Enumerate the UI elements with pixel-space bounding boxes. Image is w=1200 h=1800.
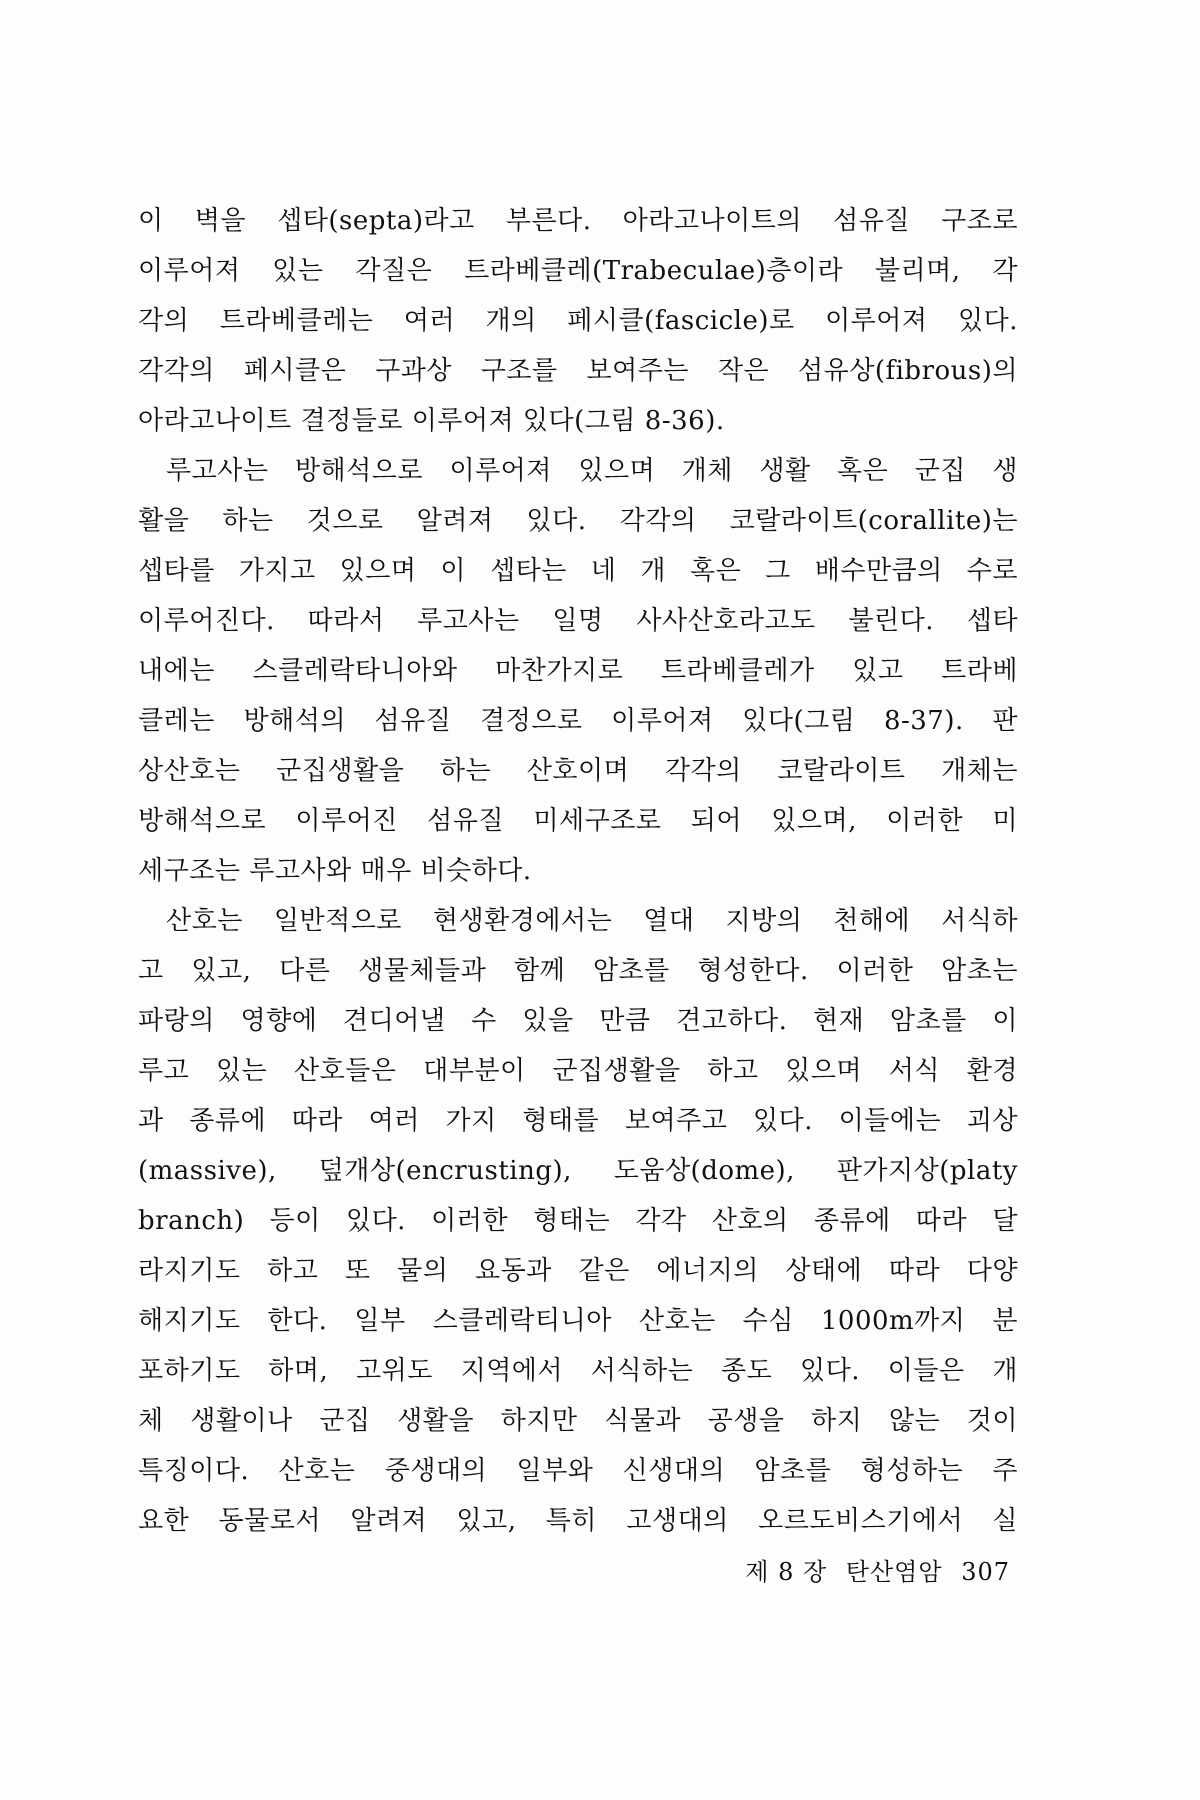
paragraph-1 xyxy=(138,196,1018,446)
text-line: 과 종류에 따라 여러 가지 형태를 보여주고 있다. 이들에는 괴상 xyxy=(138,1106,1018,1136)
text-line: 파랑의 영향에 견디어낼 수 있을 만큼 견고하다. 현재 암초를 이 xyxy=(138,1006,1018,1036)
text-line: 고 있고, 다른 생물체들과 함께 암초를 형성한다. 이러한 암초는 xyxy=(138,956,1018,986)
text-line: (massive), 덮개상(encrusting), 도움상(dome), 판가지상(platy xyxy=(138,1156,1018,1186)
text-line: 이루어져 있는 각질은 트라베클레(Trabeculae)층이라 불리며, 각 xyxy=(138,256,1018,286)
text-line: 내에는 스클레락타니아와 마찬가지로 트라베클레가 있고 트라베 xyxy=(138,656,1018,686)
body-text xyxy=(138,196,1018,1546)
text-line: 셉타를 가지고 있으며 이 셉타는 네 개 혹은 그 배수만큼의 수로 xyxy=(138,556,1018,586)
text-line: 방해석으로 이루어진 섬유질 미세구조로 되어 있으며, 이러한 미 xyxy=(138,806,1018,836)
text-line: 특징이다. 산호는 중생대의 일부와 신생대의 암초를 형성하는 주 xyxy=(138,1456,1018,1486)
text-line: 산호는 일반적으로 현생환경에서는 열대 지방의 천해에 서식하 xyxy=(166,906,1018,936)
text-line: 이 벽을 셉타(septa)라고 부른다. 아라고나이트의 섬유질 구조로 xyxy=(138,206,1018,236)
text-line: 해지기도 한다. 일부 스클레락티니아 산호는 수심 1000m까지 분 xyxy=(138,1306,1018,1336)
chapter-label: 제 8 장 xyxy=(745,1558,828,1586)
text-line: 루고사는 방해석으로 이루어져 있으며 개체 생활 혹은 군집 생 xyxy=(166,456,1018,486)
text-line: 요한 동물로서 알려져 있고, 특히 고생대의 오르도비스기에서 실 xyxy=(138,1506,1018,1536)
text-line: 클레는 방해석의 섬유질 결정으로 이루어져 있다(그림 8-37). 판 xyxy=(138,706,1018,736)
text-line: 루고 있는 산호들은 대부분이 군집생활을 하고 있으며 서식 환경 xyxy=(138,1056,1018,1086)
text-line: 활을 하는 것으로 알려져 있다. 각각의 코랄라이트(corallite)는 xyxy=(138,506,1018,536)
text-line: 상산호는 군집생활을 하는 산호이며 각각의 코랄라이트 개체는 xyxy=(138,756,1018,786)
chapter-title: 탄산염암 xyxy=(845,1558,943,1586)
text-line: 포하기도 하며, 고위도 지역에서 서식하는 종도 있다. 이들은 개 xyxy=(138,1356,1018,1386)
text-line: 세구조는 루고사와 매우 비슷하다. xyxy=(138,856,532,886)
text-line: 체 생활이나 군집 생활을 하지만 식물과 공생을 하지 않는 것이 xyxy=(138,1406,1018,1436)
text-line: 이루어진다. 따라서 루고사는 일명 사사산호라고도 불린다. 셉타 xyxy=(138,606,1018,636)
paragraph-3 xyxy=(138,896,1018,1546)
text-line: 각각의 페시클은 구과상 구조를 보여주는 작은 섬유상(fibrous)의 xyxy=(138,356,1018,386)
page-number: 307 xyxy=(961,1558,1010,1586)
text-line: 라지기도 하고 또 물의 요동과 같은 에너지의 상태에 따라 다양 xyxy=(138,1256,1018,1286)
text-line: 아라고나이트 결정들로 이루어져 있다(그림 8-36). xyxy=(138,406,725,436)
paragraph-2 xyxy=(138,446,1018,896)
page-footer xyxy=(735,1552,1010,1587)
text-line: 각의 트라베클레는 여러 개의 페시클(fascicle)로 이루어져 있다. xyxy=(138,306,1018,336)
text-line: branch) 등이 있다. 이러한 형태는 각각 산호의 종류에 따라 달 xyxy=(138,1206,1018,1236)
